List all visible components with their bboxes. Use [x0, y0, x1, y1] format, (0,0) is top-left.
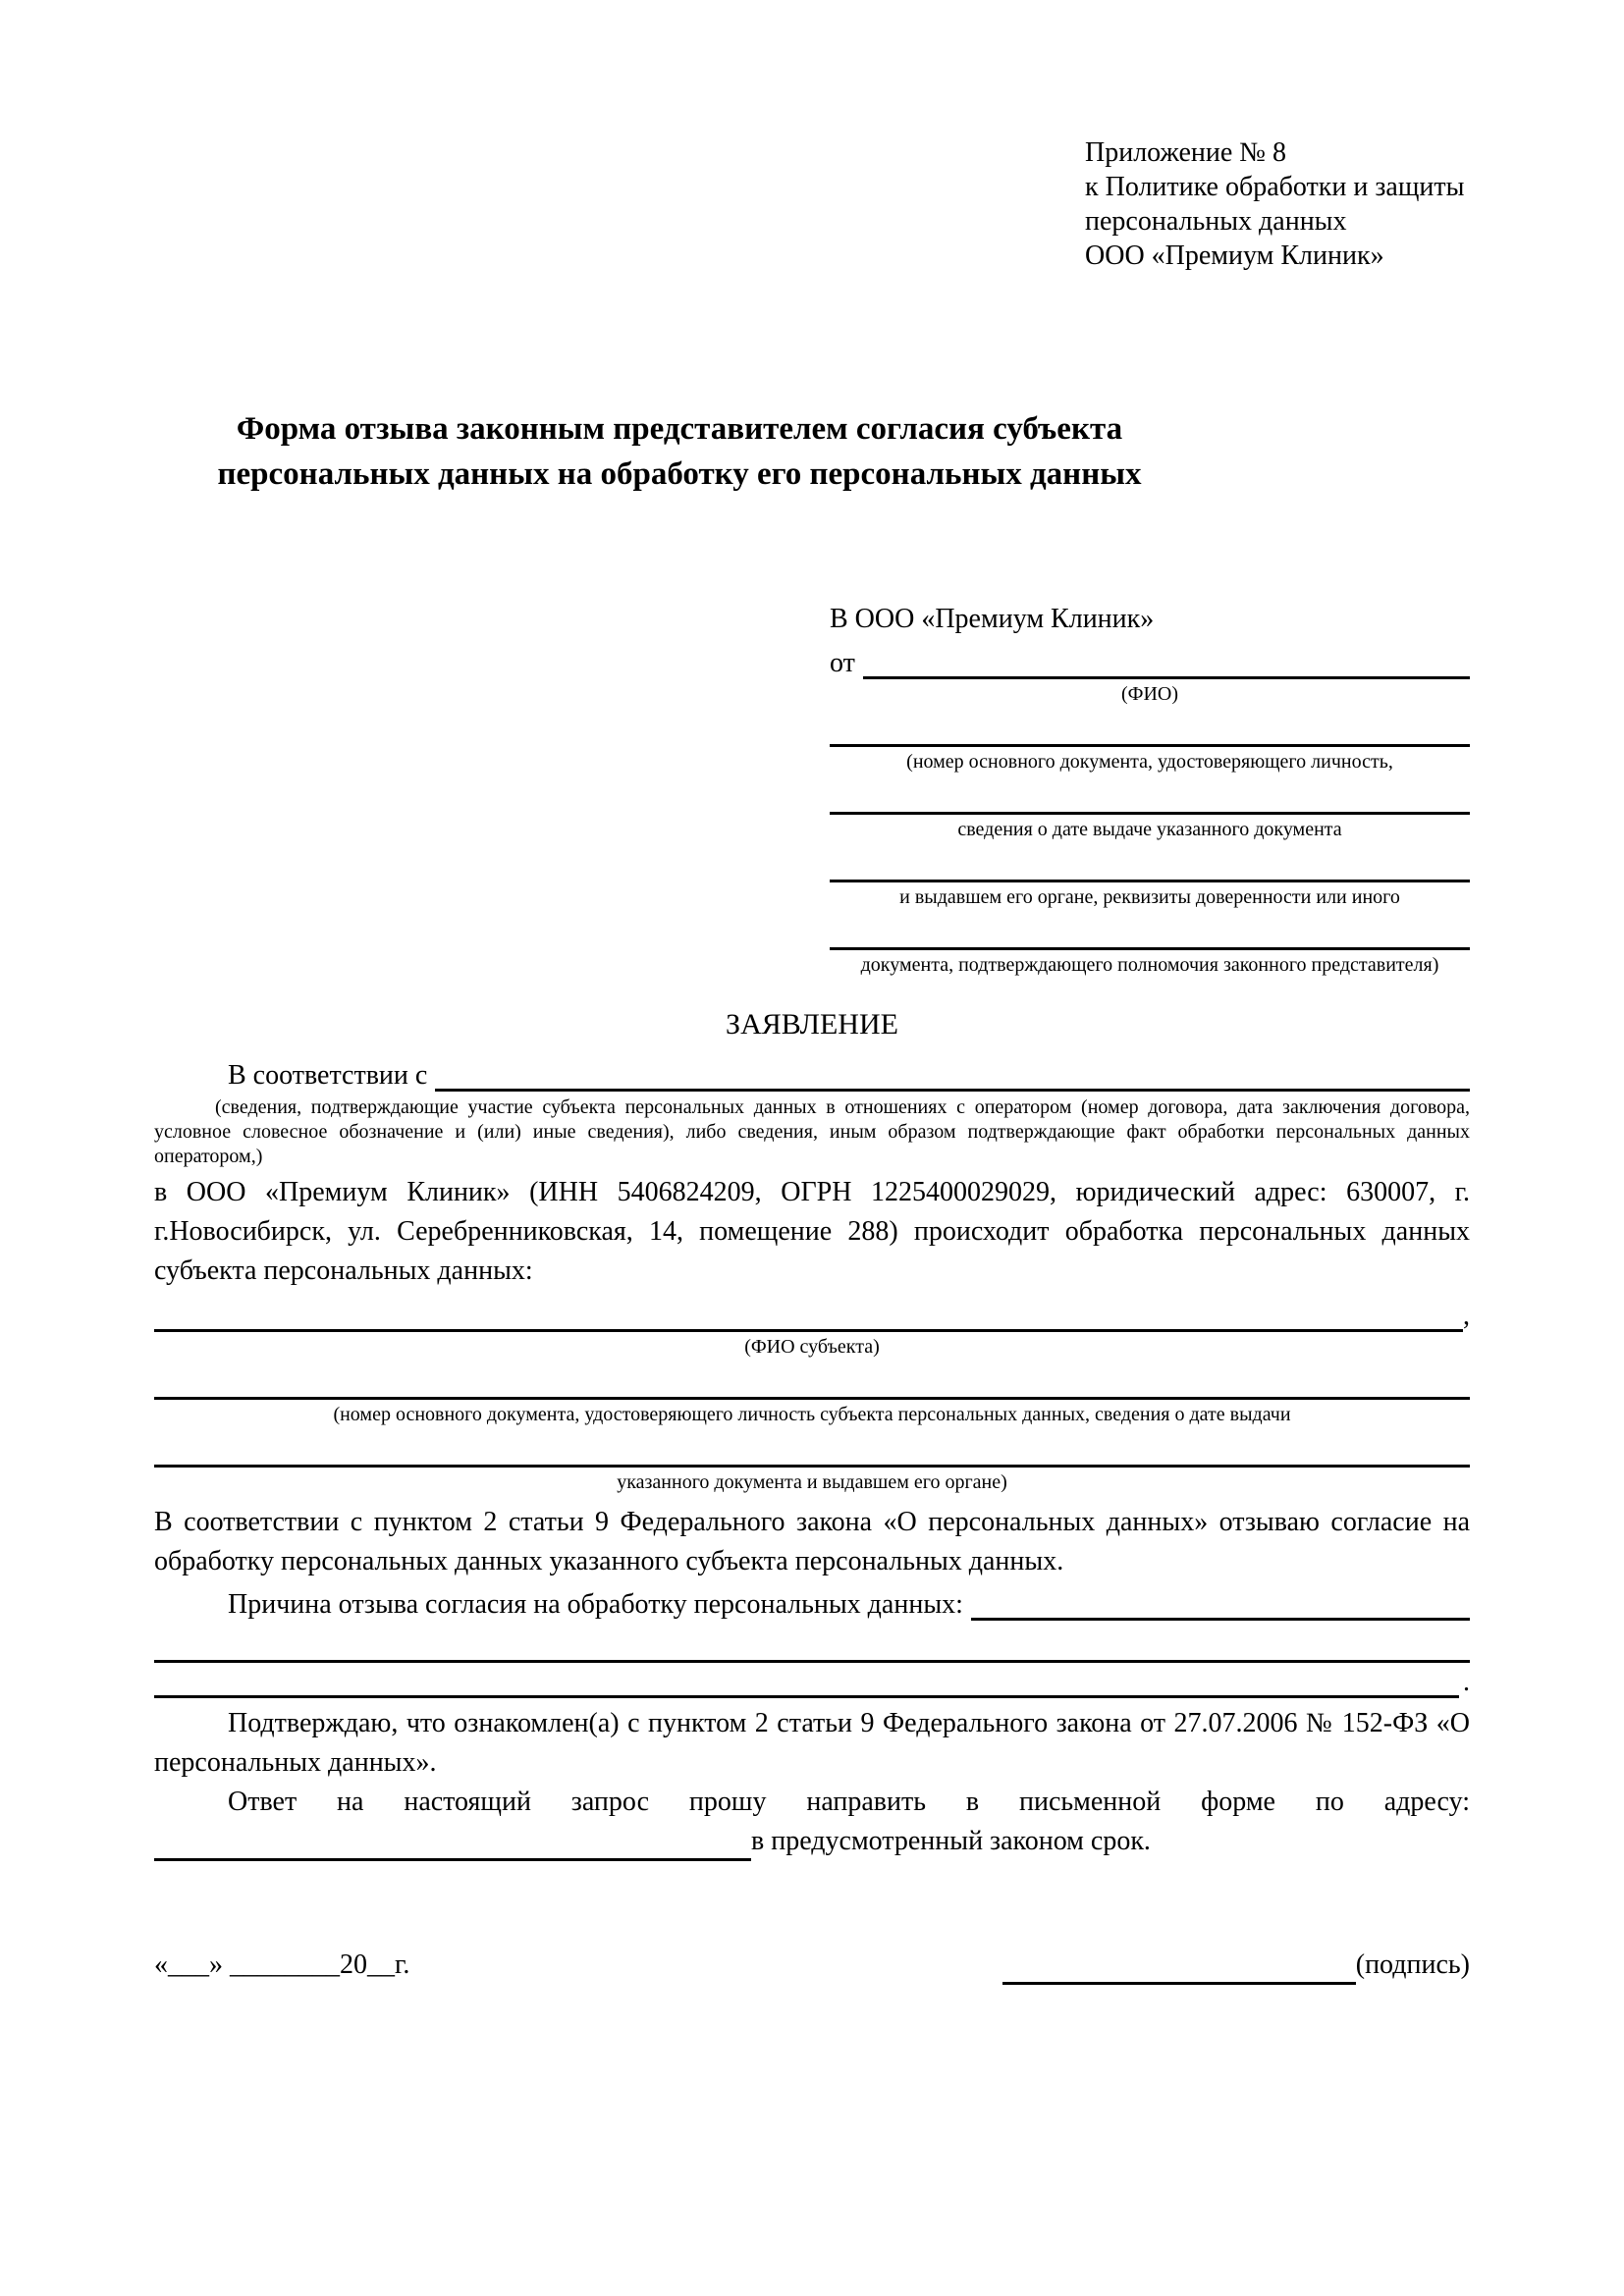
from-row	[830, 640, 1470, 679]
appendix-block	[1085, 135, 1470, 273]
intro-row	[154, 1050, 1470, 1092]
subject-doc-blank-line	[154, 1360, 1470, 1400]
appendix-line: к Политике обработки и защиты	[1085, 172, 1465, 202]
subject-fio-row	[154, 1297, 1470, 1332]
signature-blank-line	[1002, 1952, 1356, 1985]
reply-text-part1: Ответ на настоящий запрос прошу направить в письменной форме по адресу:	[228, 1787, 1470, 1817]
appendix-line: персональных данных	[1085, 206, 1347, 237]
representative-doc-caption: и выдавшем его органе, реквизиты доверенности или иного	[899, 886, 1400, 908]
from-label: от	[830, 648, 855, 678]
subject-doc-blank-line	[154, 1427, 1470, 1468]
reason-line-period: .	[1463, 1667, 1470, 1697]
subject-doc-caption: указанного документа и выдавшем его органе)	[617, 1471, 1007, 1493]
reason-blank-line	[154, 1695, 1459, 1698]
signature-group	[1002, 1946, 1470, 1985]
representative-doc-caption: (номер основного документа, удостоверяющего личность,	[906, 751, 1393, 773]
statement-heading: ЗАЯВЛЕНИЕ	[726, 1008, 898, 1041]
withdraw-paragraph: В соответствии с пунктом 2 статьи 9 Федерального закона «О персональных данных» отзываю согласие на обработку персональных данных указанного субъекта персональных данных.	[154, 1507, 1470, 1576]
intro-blank-line	[435, 1089, 1470, 1092]
from-blank-line	[863, 676, 1470, 679]
reason-row	[154, 1581, 1470, 1621]
representative-doc-blank-line	[830, 707, 1470, 747]
representative-doc-blank-line	[830, 910, 1470, 950]
reason-blank-line-row	[154, 1663, 1470, 1698]
operator-paragraph: в ООО «Премиум Клиник» (ИНН 5406824209, ОГРН 1225400029029, юридический адрес: 630007, г. г.Новосибирск, ул. Серебренниковская, 14, помещение 288) происходит обработка персональных данных субъекта персональных данных:	[154, 1177, 1470, 1286]
confirm-paragraph: Подтверждаю, что ознакомлен(а) с пунктом 2 статьи 9 Федерального закона от 27.07.2006 № 152-ФЗ «О персональных данных».	[154, 1708, 1470, 1778]
addressee-block	[830, 599, 1470, 978]
document-title: Форма отзыва законным представителем согласия субъекта персональных данных на обработку его персональных данных	[217, 411, 1142, 492]
addressee-organization: В ООО «Премиум Клиник»	[830, 604, 1155, 634]
date-field: «___» ________20__г.	[154, 1949, 410, 1980]
intro-footnote: (сведения, подтверждающие участие субъекта персональных данных в отношениях с оператором (номер договора, дата заключения договора, условное словесное обозначение и (или) иные сведения), либо сведения, иным образом подтверждающие факт обработки персональных данных оператором,)	[154, 1096, 1470, 1167]
subject-doc-caption: (номер основного документа, удостоверяющего личность субъекта персональных данных, сведения о дате выдачи	[333, 1404, 1291, 1425]
reason-blank-line	[154, 1621, 1470, 1663]
reason-label: Причина отзыва согласия на обработку персональных данных:	[228, 1589, 963, 1620]
subject-fio-caption: (ФИО субъекта)	[744, 1336, 880, 1358]
representative-doc-blank-line	[830, 842, 1470, 882]
fio-caption: (ФИО)	[1120, 683, 1178, 705]
subject-fio-blank-line	[154, 1329, 1463, 1332]
representative-doc-caption: сведения о дате выдаче указанного документа	[957, 819, 1342, 840]
representative-doc-caption: документа, подтверждающего полномочия законного представителя)	[860, 954, 1439, 976]
footer-row	[154, 1946, 1470, 1985]
representative-doc-blank-line	[830, 774, 1470, 815]
reply-paragraph	[154, 1783, 1470, 1861]
intro-label: В соответствии с	[228, 1060, 428, 1091]
signature-caption: (подпись)	[1355, 1949, 1470, 1980]
reply-address-blank-line	[154, 1829, 751, 1861]
appendix-line: Приложение № 8	[1085, 137, 1286, 168]
subject-line-comma: ,	[1463, 1301, 1470, 1331]
appendix-line: ООО «Премиум Клиник»	[1085, 240, 1384, 271]
reason-blank-line	[971, 1618, 1470, 1621]
reply-text-part2: в предусмотренный законом срок.	[751, 1826, 1151, 1856]
